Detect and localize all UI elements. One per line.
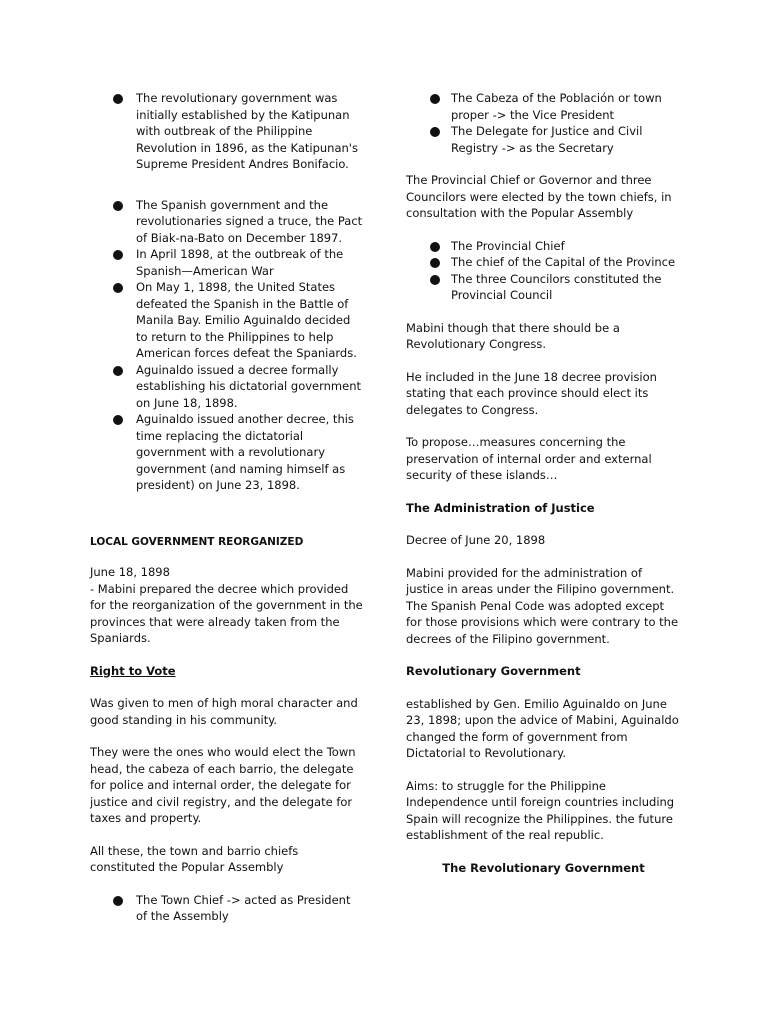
- bullet-icon: [113, 415, 123, 425]
- list-item-text: The revolutionary government was initially established by the Katipunan with outbreak of the Philippine Revolution in 1896, as the Katipunan's Supreme President Andres Bonifacio.: [136, 91, 358, 171]
- list-item-text: The chief of the Capital of the Province: [451, 255, 676, 269]
- revolutionary-government-subheading: Revolutionary Government: [406, 664, 581, 678]
- bullet-icon: [113, 366, 123, 376]
- list-item-text: On May 1, 1898, the United States defeated the Spanish in the Battle of Manila Bay. Emilio Aguinaldo decided to return to the Philippines to help American forces defeat the Spaniards.: [136, 280, 357, 360]
- right-column: [406, 90, 681, 876]
- aims-text: Aims: to struggle for the Philippine Independence until foreign countries including Spain will recognize the Philippines. the future establishment of the real republic.: [406, 778, 675, 842]
- local-government-text: - Mabini prepared the decree which provided for the reorganization of the government in the provinces that were already taken from the Spaniards.: [90, 581, 363, 645]
- revolutionary-government-text: established by Gen. Emilio Aguinaldo on June 23, 1898; upon the advice of Mabini, Aguinaldo changed the form of government from Dictatorial to Revolutionary.: [406, 696, 679, 760]
- list-item: [90, 197, 365, 247]
- bullet-icon: [430, 242, 440, 252]
- bullet-icon: [113, 94, 123, 104]
- list-item-text: The Cabeza of the Población or town proper -> the Vice President: [451, 91, 662, 122]
- list-item: [90, 411, 365, 494]
- final-heading: The Revolutionary Government: [442, 860, 645, 875]
- list-item: [406, 123, 681, 156]
- list-item: [406, 90, 681, 123]
- justice-heading: The Administration of Justice: [406, 500, 595, 515]
- bullet-list-intro: [90, 90, 365, 173]
- local-government-heading: LOCAL GOVERNMENT REORGANIZED: [90, 535, 304, 548]
- bullet-icon: [430, 275, 440, 285]
- electors-text: They were the ones who would elect the Town head, the cabeza of each barrio, the delegate for police and internal order, the delegate for justice and civil registry, and the delegate for taxes and property.: [90, 745, 356, 825]
- decree-text: He included in the June 18 decree provision stating that each province should elect its delegates to Congress.: [406, 369, 657, 417]
- list-item-text: The Town Chief -> acted as President of the Assembly: [136, 892, 351, 923]
- local-government-date: June 18, 1898: [90, 565, 170, 579]
- list-item-text: The three Councilors constituted the Provincial Council: [451, 271, 662, 302]
- bullet-icon: [430, 258, 440, 268]
- bullet-icon: [113, 283, 123, 293]
- list-item: [406, 238, 681, 255]
- list-item: [90, 892, 365, 925]
- provincial-text: The Provincial Chief or Governor and three Councilors were elected by the town chiefs, in consultation with the Popular Assembly: [406, 173, 672, 220]
- list-item: [90, 362, 365, 412]
- justice-date: Decree of June 20, 1898: [406, 533, 546, 547]
- bullet-icon: [113, 201, 123, 211]
- list-item: [90, 279, 365, 362]
- bullet-icon: [113, 250, 123, 260]
- list-item: [406, 271, 681, 304]
- list-item-text: Aguinaldo issued another decree, this time replacing the dictatorial government with a revolutionary government (and naming himself as president) on June 23, 1898.: [136, 412, 354, 492]
- justice-text: Mabini provided for the administration of justice in areas under the Filipino government. The Spanish Penal Code was adopted except for those provisions which were contrary to the decrees of the Filipino government.: [406, 565, 679, 646]
- propose-text: To propose…measures concerning the preservation of internal order and external security of these islands…: [406, 435, 652, 482]
- bullet-list-assembly: [90, 892, 365, 925]
- list-item-text: Aguinaldo issued a decree formally establishing his dictatorial government on June 18, 1898.: [136, 362, 362, 410]
- bullet-list-officers: [406, 90, 681, 156]
- list-item: [90, 246, 365, 279]
- list-item-text: The Spanish government and the revolutionaries signed a truce, the Pact of Biak-na-Bato on December 1897.: [136, 197, 363, 245]
- bullet-icon: [430, 94, 440, 104]
- left-column: [90, 90, 365, 925]
- list-item-text: The Provincial Chief: [451, 238, 565, 253]
- congress-text: Mabini though that there should be a Revolutionary Congress.: [406, 320, 620, 351]
- right-to-vote-heading: Right to Vote: [90, 663, 176, 678]
- list-item-text: The Delegate for Justice and Civil Registry -> as the Secretary: [451, 124, 643, 155]
- right-to-vote-text: Was given to men of high moral character and good standing in his community.: [90, 696, 358, 727]
- list-item: [90, 90, 365, 173]
- bullet-icon: [113, 896, 123, 906]
- list-item-text: In April 1898, at the outbreak of the Spanish—American War: [136, 247, 344, 278]
- bullet-list-events: [90, 197, 365, 494]
- bullet-list-provincial: [406, 238, 681, 304]
- list-item: [406, 254, 681, 271]
- bullet-icon: [430, 127, 440, 137]
- popular-assembly-text: All these, the town and barrio chiefs constituted the Popular Assembly: [90, 843, 299, 874]
